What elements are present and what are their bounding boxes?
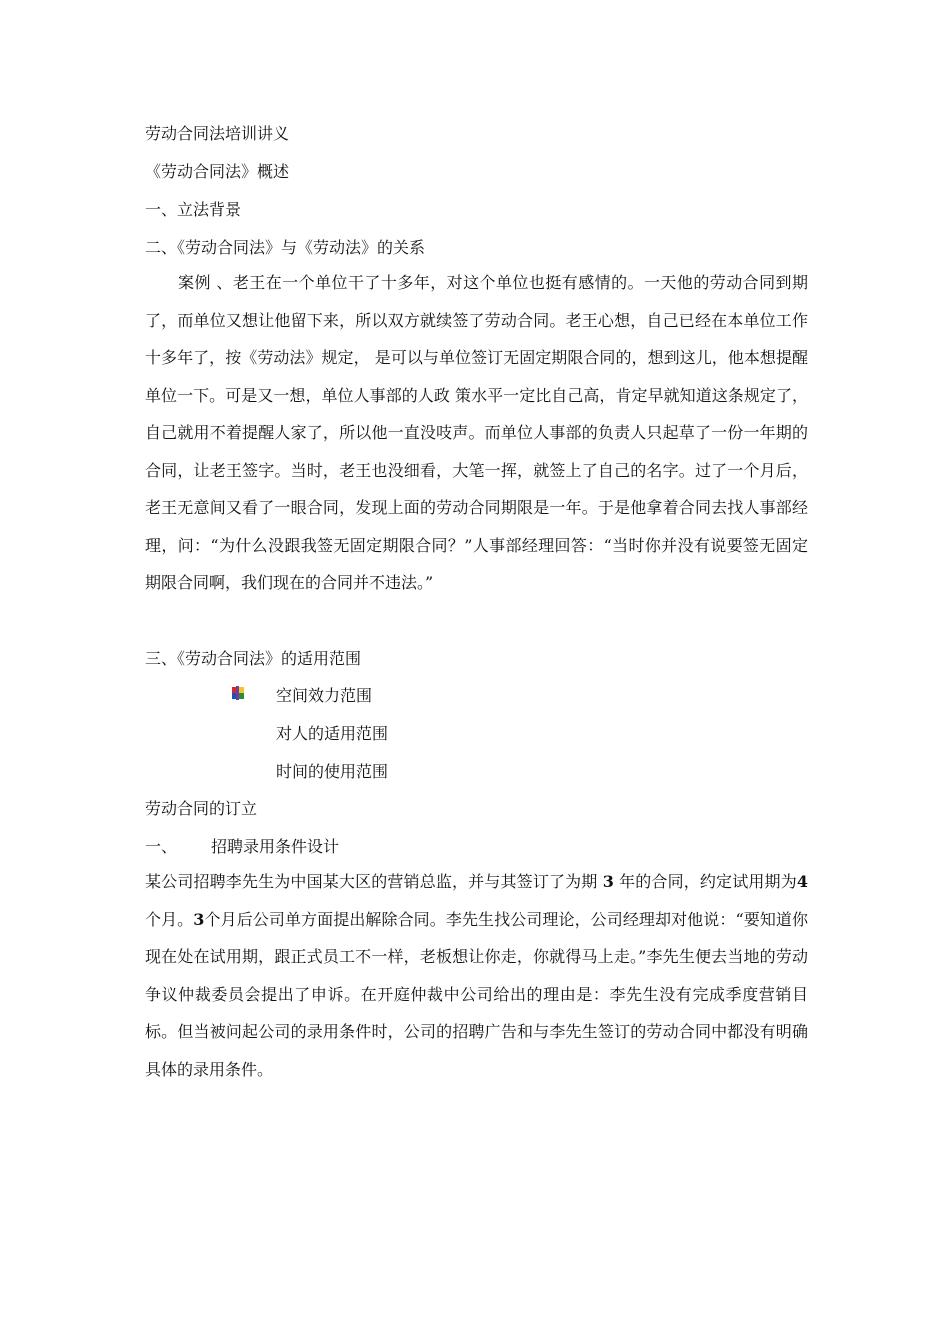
case-laowang-paragraph: 案例 、老王在一个单位干了十多年，对这个单位也挺有感情的。一天他的劳动合同到期了，而单位又想让他留下来，所以双方就续签了劳动合同。老王心想，自己已经在本单位工作十多年了，按《劳动法》规定， 是可以与单位签订无固定期限合同的，想到这儿，他本想提醒单位一下。可是又一想，单位人事部的人政 策水平一定比自己高，肯定早就知道这条规定了，自己就用不着提醒人家了，所以他一直没吱声。而单位人事部的负责人只起草了一份一年期的合同，让老王签字。当时，老王也没细看，大笔一挥，就签上了自己的名字。过了一个月后，老王无意间又看了一眼合同，发现上面的劳动合同期限是一年。于是他拿着合同去找人事部经理，问：“为什么没跟我签无固定期限合同？”人事部经理回答：“当时你并没有说要签无固定 期限合同啊，我们现在的合同并不违法。” [145, 273, 808, 592]
elapsed-months-value: 3 [193, 909, 205, 929]
case-li-text: 个月。 [145, 909, 194, 929]
part-heading-contract-formation: 劳动合同的订立 [145, 799, 258, 818]
section-relationship: 二、《劳动合同法》与《劳动法》的关系 [145, 238, 426, 257]
scope-item: 空间效力范围 [276, 686, 373, 705]
case-li-text: 某公司招聘李先生为中国某大区的营销总监，并与其签订了为期 [145, 872, 603, 891]
doc-title: 劳动合同法培训讲义 [145, 124, 290, 143]
case-li-text: 个月后公司单方面提出解除合同。李先生找公司理论，公司经理却对他说：“要知道你现在处在试用期，跟正式员工不一样，老板想让你走，你就得马上走。”李先生便去当地的劳动争议仲裁委员会提出了申诉。在开庭仲裁中公司给出的理由是：李先生没有完成季度营销目标。但当被问起公司的录用条件时，公司的招聘广告和与李先生签订的劳动合同中都没有明确具体的录用条件。 [145, 909, 808, 1079]
section-number: 一、 [145, 837, 178, 856]
case-li-text: 年的合同，约定试用期为 [613, 872, 797, 891]
scope-item: 时间的使用范围 [276, 762, 389, 781]
section-legislative-background: 一、立法背景 [145, 200, 242, 219]
section-scope: 三、《劳动合同法》的适用范围 [145, 649, 362, 668]
case-li-paragraph [145, 863, 808, 1088]
scope-item: 对人的适用范围 [276, 724, 389, 743]
section-recruitment-conditions: 招聘录用条件设计 [211, 837, 340, 856]
probation-months-value: 4 [796, 872, 808, 891]
multicolor-square-bullet-icon [231, 686, 245, 700]
contract-years-value: 3 [602, 872, 614, 891]
overview-heading: 《劳动合同法》概述 [145, 162, 290, 181]
